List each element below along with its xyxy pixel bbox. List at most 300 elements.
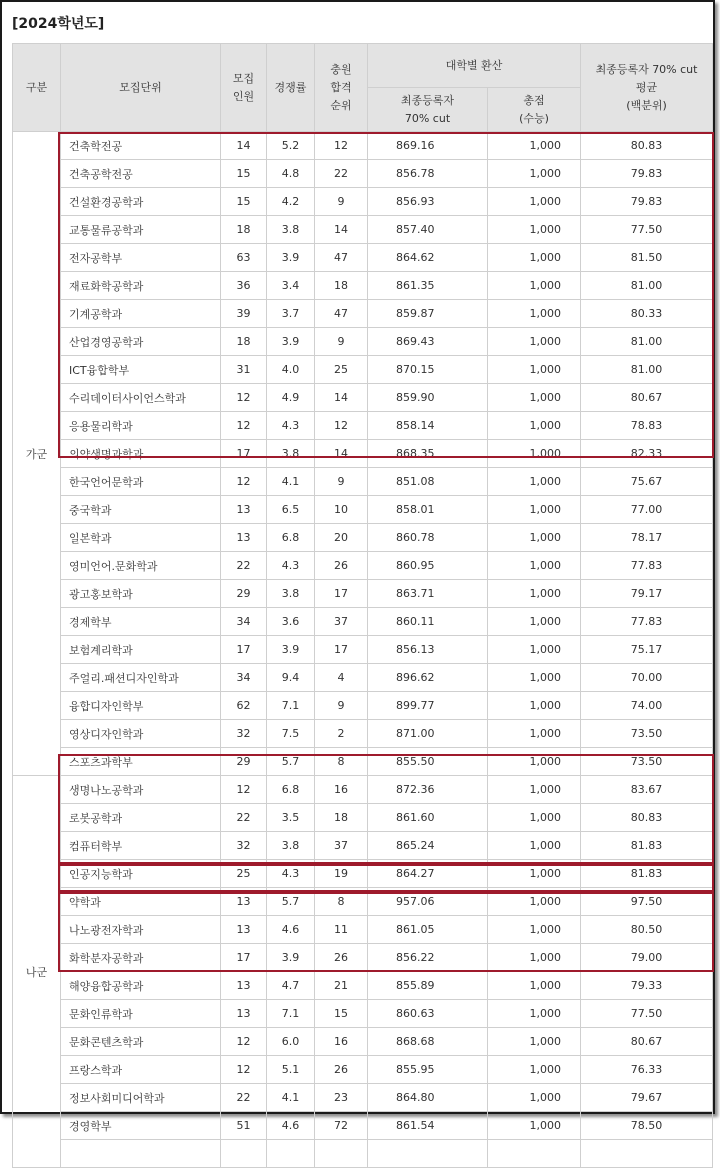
quota-cell: 13 [221,888,267,916]
cut-score-cell: 868.68 [368,1028,488,1056]
percentile-cell: 73.50 [581,748,713,776]
competition-cell: 3.9 [267,328,315,356]
waitlist-cell: 26 [315,552,368,580]
total-score-cell: 1,000 [488,1056,581,1084]
quota-cell: 18 [221,328,267,356]
unit-name: 기계공학과 [61,300,221,328]
total-score-cell: 1,000 [488,580,581,608]
waitlist-cell: 17 [315,636,368,664]
table-row [13,720,713,748]
total-score-cell: 1,000 [488,1028,581,1056]
percentile-cell: 79.17 [581,580,713,608]
total-score-cell: 1,000 [488,1112,581,1140]
unit-name: 문화콘텐츠학과 [61,1028,221,1056]
waitlist-cell: 9 [315,468,368,496]
total-score-cell: 1,000 [488,132,581,160]
total-score-cell: 1,000 [488,888,581,916]
percentile-cell: 77.50 [581,216,713,244]
total-score-cell: 1,000 [488,524,581,552]
quota-cell: 31 [221,356,267,384]
quota-cell [221,1140,267,1168]
percentile-cell: 74.00 [581,692,713,720]
table-row [13,832,713,860]
waitlist-cell: 23 [315,1084,368,1112]
unit-name: 한국언어문학과 [61,468,221,496]
table-row [13,1140,713,1168]
percentile-cell: 81.00 [581,272,713,300]
header-cut: 최종등록자 70% cut [368,88,488,132]
unit-name: 융합디자인학부 [61,692,221,720]
quota-cell: 17 [221,440,267,468]
quota-cell: 13 [221,1000,267,1028]
waitlist-cell: 15 [315,1000,368,1028]
waitlist-cell: 12 [315,132,368,160]
waitlist-cell: 19 [315,860,368,888]
percentile-cell: 80.67 [581,1028,713,1056]
percentile-cell: 80.33 [581,300,713,328]
header-percentile: 최종등록자 70% cut 평균 (백분위) [581,44,713,132]
unit-name: ICT융합학부 [61,356,221,384]
unit-name: 인공지능학과 [61,860,221,888]
competition-cell: 6.8 [267,524,315,552]
cut-score-cell: 856.93 [368,188,488,216]
quota-cell: 29 [221,748,267,776]
quota-cell: 12 [221,776,267,804]
waitlist-cell: 16 [315,776,368,804]
total-score-cell: 1,000 [488,440,581,468]
waitlist-cell: 18 [315,272,368,300]
competition-cell: 3.9 [267,244,315,272]
quota-cell: 12 [221,1056,267,1084]
unit-name: 건축공학전공 [61,160,221,188]
table-row [13,664,713,692]
percentile-cell: 80.83 [581,804,713,832]
quota-cell: 13 [221,524,267,552]
waitlist-cell: 9 [315,188,368,216]
total-score-cell: 1,000 [488,804,581,832]
total-score-cell: 1,000 [488,972,581,1000]
quota-cell: 12 [221,384,267,412]
percentile-cell: 80.83 [581,132,713,160]
unit-name: 교통물류공학과 [61,216,221,244]
percentile-cell: 81.50 [581,244,713,272]
header-quota: 모집 인원 [221,44,267,132]
competition-cell: 7.1 [267,692,315,720]
waitlist-cell: 14 [315,384,368,412]
quota-cell: 32 [221,832,267,860]
quota-cell: 12 [221,1028,267,1056]
total-score-cell: 1,000 [488,1084,581,1112]
unit-name: 컴퓨터학부 [61,832,221,860]
percentile-cell: 78.83 [581,412,713,440]
cut-score-cell: 851.08 [368,468,488,496]
page-title: [2024학년도] [12,16,105,32]
competition-cell: 4.8 [267,160,315,188]
quota-cell: 18 [221,216,267,244]
total-score-cell: 1,000 [488,636,581,664]
percentile-cell: 75.17 [581,636,713,664]
table-row [13,216,713,244]
percentile-cell: 79.00 [581,944,713,972]
waitlist-cell: 25 [315,356,368,384]
cut-score-cell: 861.54 [368,1112,488,1140]
cut-score-cell: 896.62 [368,664,488,692]
unit-name: 산업경영공학과 [61,328,221,356]
waitlist-cell: 37 [315,832,368,860]
competition-cell: 4.9 [267,384,315,412]
competition-cell: 5.7 [267,888,315,916]
cut-score-cell: 869.43 [368,328,488,356]
competition-cell: 3.8 [267,440,315,468]
quota-cell: 51 [221,1112,267,1140]
total-score-cell: 1,000 [488,272,581,300]
total-score-cell: 1,000 [488,552,581,580]
competition-cell: 4.0 [267,356,315,384]
waitlist-cell: 12 [315,412,368,440]
table-row [13,580,713,608]
unit-name: 경제학부 [61,608,221,636]
total-score-cell: 1,000 [488,188,581,216]
waitlist-cell: 4 [315,664,368,692]
cut-score-cell: 860.95 [368,552,488,580]
table-row [13,496,713,524]
unit-name: 보험계리학과 [61,636,221,664]
table-row [13,552,713,580]
table-body [13,132,713,1168]
table-row [13,132,713,160]
cut-score-cell: 872.36 [368,776,488,804]
table-row [13,944,713,972]
waitlist-cell: 14 [315,216,368,244]
total-score-cell: 1,000 [488,384,581,412]
competition-cell: 3.8 [267,216,315,244]
table-row [13,412,713,440]
cut-score-cell: 856.78 [368,160,488,188]
competition-cell: 4.3 [267,860,315,888]
quota-cell: 22 [221,804,267,832]
quota-cell: 17 [221,944,267,972]
waitlist-cell: 26 [315,1056,368,1084]
competition-cell: 9.4 [267,664,315,692]
cut-score-cell: 868.35 [368,440,488,468]
table-row [13,1056,713,1084]
percentile-cell [581,1140,713,1168]
total-score-cell: 1,000 [488,748,581,776]
percentile-cell: 79.83 [581,188,713,216]
waitlist-cell: 9 [315,328,368,356]
total-score-cell: 1,000 [488,216,581,244]
cut-score-cell: 864.27 [368,860,488,888]
cut-score-cell: 870.15 [368,356,488,384]
quota-cell: 22 [221,1084,267,1112]
cut-score-cell: 957.06 [368,888,488,916]
table-row [13,1112,713,1140]
table-row [13,160,713,188]
cut-score-cell: 860.11 [368,608,488,636]
percentile-cell: 83.67 [581,776,713,804]
quota-cell: 14 [221,132,267,160]
total-score-cell: 1,000 [488,720,581,748]
cut-score-cell: 860.63 [368,1000,488,1028]
percentile-cell: 77.50 [581,1000,713,1028]
quota-cell: 15 [221,160,267,188]
table-row [13,300,713,328]
waitlist-cell: 72 [315,1112,368,1140]
table-row [13,468,713,496]
table-row [13,384,713,412]
percentile-cell: 73.50 [581,720,713,748]
quota-cell: 17 [221,636,267,664]
unit-name [61,1140,221,1168]
competition-cell: 4.7 [267,972,315,1000]
cut-score-cell: 858.01 [368,496,488,524]
quota-cell: 13 [221,916,267,944]
admission-results-table [12,43,713,1168]
competition-cell: 7.1 [267,1000,315,1028]
quota-cell: 36 [221,272,267,300]
table-row [13,916,713,944]
competition-cell: 4.1 [267,468,315,496]
cut-score-cell: 899.77 [368,692,488,720]
unit-name: 건축학전공 [61,132,221,160]
competition-cell: 6.8 [267,776,315,804]
total-score-cell: 1,000 [488,468,581,496]
unit-name: 영미언어.문화학과 [61,552,221,580]
unit-name: 화학분자공학과 [61,944,221,972]
quota-cell: 39 [221,300,267,328]
total-score-cell [488,1140,581,1168]
header-competition: 경쟁률 [267,44,315,132]
competition-cell: 3.9 [267,944,315,972]
unit-name: 약학과 [61,888,221,916]
competition-cell: 3.8 [267,832,315,860]
table-row [13,1084,713,1112]
unit-name: 나노광전자학과 [61,916,221,944]
percentile-cell: 81.83 [581,832,713,860]
total-score-cell: 1,000 [488,944,581,972]
header-total: 총점 (수능) [488,88,581,132]
percentile-cell: 79.67 [581,1084,713,1112]
unit-name: 수리데이터사이언스학과 [61,384,221,412]
cut-score-cell: 865.24 [368,832,488,860]
cut-score-cell: 858.14 [368,412,488,440]
total-score-cell: 1,000 [488,832,581,860]
cut-score-cell: 864.80 [368,1084,488,1112]
total-score-cell: 1,000 [488,496,581,524]
quota-cell: 63 [221,244,267,272]
table-row [13,748,713,776]
waitlist-cell: 16 [315,1028,368,1056]
quota-cell: 34 [221,608,267,636]
competition-cell: 4.3 [267,412,315,440]
quota-cell: 32 [221,720,267,748]
competition-cell: 4.1 [267,1084,315,1112]
competition-cell: 6.0 [267,1028,315,1056]
cut-score-cell: 861.35 [368,272,488,300]
unit-name: 경영학부 [61,1112,221,1140]
table-row [13,776,713,804]
percentile-cell: 81.83 [581,860,713,888]
total-score-cell: 1,000 [488,356,581,384]
header-waitlist: 충원 합격 순위 [315,44,368,132]
percentile-cell: 75.67 [581,468,713,496]
group-label: 가군 [13,132,61,776]
quota-cell: 25 [221,860,267,888]
competition-cell: 6.5 [267,496,315,524]
table-row [13,440,713,468]
total-score-cell: 1,000 [488,1000,581,1028]
cut-score-cell: 855.89 [368,972,488,1000]
total-score-cell: 1,000 [488,692,581,720]
table-row [13,860,713,888]
competition-cell: 7.5 [267,720,315,748]
unit-name: 주얼리.패션디자인학과 [61,664,221,692]
cut-score-cell: 863.71 [368,580,488,608]
total-score-cell: 1,000 [488,244,581,272]
unit-name: 해양융합공학과 [61,972,221,1000]
cut-score-cell: 861.05 [368,916,488,944]
unit-name: 일본학과 [61,524,221,552]
total-score-cell: 1,000 [488,160,581,188]
percentile-cell: 80.67 [581,384,713,412]
table-row [13,1000,713,1028]
table-row [13,636,713,664]
table-row [13,356,713,384]
cut-score-cell: 857.40 [368,216,488,244]
quota-cell: 13 [221,972,267,1000]
cut-score-cell: 859.90 [368,384,488,412]
unit-name: 문화인류학과 [61,1000,221,1028]
quota-cell: 29 [221,580,267,608]
competition-cell: 3.7 [267,300,315,328]
waitlist-cell [315,1140,368,1168]
percentile-cell: 70.00 [581,664,713,692]
unit-name: 영상디자인학과 [61,720,221,748]
total-score-cell: 1,000 [488,860,581,888]
competition-cell: 5.1 [267,1056,315,1084]
cut-score-cell: 864.62 [368,244,488,272]
quota-cell: 22 [221,552,267,580]
percentile-cell: 78.50 [581,1112,713,1140]
total-score-cell: 1,000 [488,412,581,440]
table-row [13,524,713,552]
percentile-cell: 78.17 [581,524,713,552]
table-row [13,1028,713,1056]
waitlist-cell: 47 [315,300,368,328]
quota-cell: 62 [221,692,267,720]
competition-cell: 3.5 [267,804,315,832]
percentile-cell: 77.83 [581,608,713,636]
percentile-cell: 77.83 [581,552,713,580]
group-label: 나군 [13,776,61,1168]
competition-cell: 4.6 [267,916,315,944]
waitlist-cell: 14 [315,440,368,468]
waitlist-cell: 2 [315,720,368,748]
unit-name: 프랑스학과 [61,1056,221,1084]
competition-cell: 4.3 [267,552,315,580]
cut-score-cell: 859.87 [368,300,488,328]
competition-cell: 3.4 [267,272,315,300]
quota-cell: 15 [221,188,267,216]
percentile-cell: 79.33 [581,972,713,1000]
unit-name: 정보사회미디어학과 [61,1084,221,1112]
cut-score-cell: 855.95 [368,1056,488,1084]
table-row [13,888,713,916]
unit-name: 로봇공학과 [61,804,221,832]
percentile-cell: 76.33 [581,1056,713,1084]
waitlist-cell: 8 [315,748,368,776]
table-row [13,272,713,300]
competition-cell [267,1140,315,1168]
quota-cell: 12 [221,412,267,440]
cut-score-cell: 856.13 [368,636,488,664]
cut-score-cell: 861.60 [368,804,488,832]
header-group: 구분 [13,44,61,132]
percentile-cell: 77.00 [581,496,713,524]
total-score-cell: 1,000 [488,776,581,804]
table-row [13,188,713,216]
waitlist-cell: 37 [315,608,368,636]
waitlist-cell: 8 [315,888,368,916]
unit-name: 의약생명과학과 [61,440,221,468]
unit-name: 생명나노공학과 [61,776,221,804]
waitlist-cell: 9 [315,692,368,720]
competition-cell: 4.2 [267,188,315,216]
unit-name: 중국학과 [61,496,221,524]
cut-score-cell: 855.50 [368,748,488,776]
quota-cell: 12 [221,468,267,496]
percentile-cell: 81.00 [581,356,713,384]
cut-score-cell: 856.22 [368,944,488,972]
total-score-cell: 1,000 [488,300,581,328]
competition-cell: 3.6 [267,608,315,636]
waitlist-cell: 22 [315,160,368,188]
waitlist-cell: 18 [315,804,368,832]
percentile-cell: 81.00 [581,328,713,356]
competition-cell: 3.8 [267,580,315,608]
total-score-cell: 1,000 [488,664,581,692]
header-unit: 모집단위 [61,44,221,132]
waitlist-cell: 11 [315,916,368,944]
cut-score-cell: 871.00 [368,720,488,748]
unit-name: 광고홍보학과 [61,580,221,608]
competition-cell: 5.2 [267,132,315,160]
table-row [13,804,713,832]
competition-cell: 4.6 [267,1112,315,1140]
table-row [13,608,713,636]
cut-score-cell [368,1140,488,1168]
waitlist-cell: 17 [315,580,368,608]
total-score-cell: 1,000 [488,608,581,636]
percentile-cell: 79.83 [581,160,713,188]
quota-cell: 13 [221,496,267,524]
percentile-cell: 82.33 [581,440,713,468]
table-row [13,692,713,720]
cut-score-cell: 869.16 [368,132,488,160]
cut-score-cell: 860.78 [368,524,488,552]
unit-name: 스포츠과학부 [61,748,221,776]
percentile-cell: 80.50 [581,916,713,944]
table-row [13,972,713,1000]
waitlist-cell: 26 [315,944,368,972]
waitlist-cell: 21 [315,972,368,1000]
unit-name: 건설환경공학과 [61,188,221,216]
total-score-cell: 1,000 [488,328,581,356]
table-row [13,244,713,272]
total-score-cell: 1,000 [488,916,581,944]
waitlist-cell: 10 [315,496,368,524]
percentile-cell: 97.50 [581,888,713,916]
